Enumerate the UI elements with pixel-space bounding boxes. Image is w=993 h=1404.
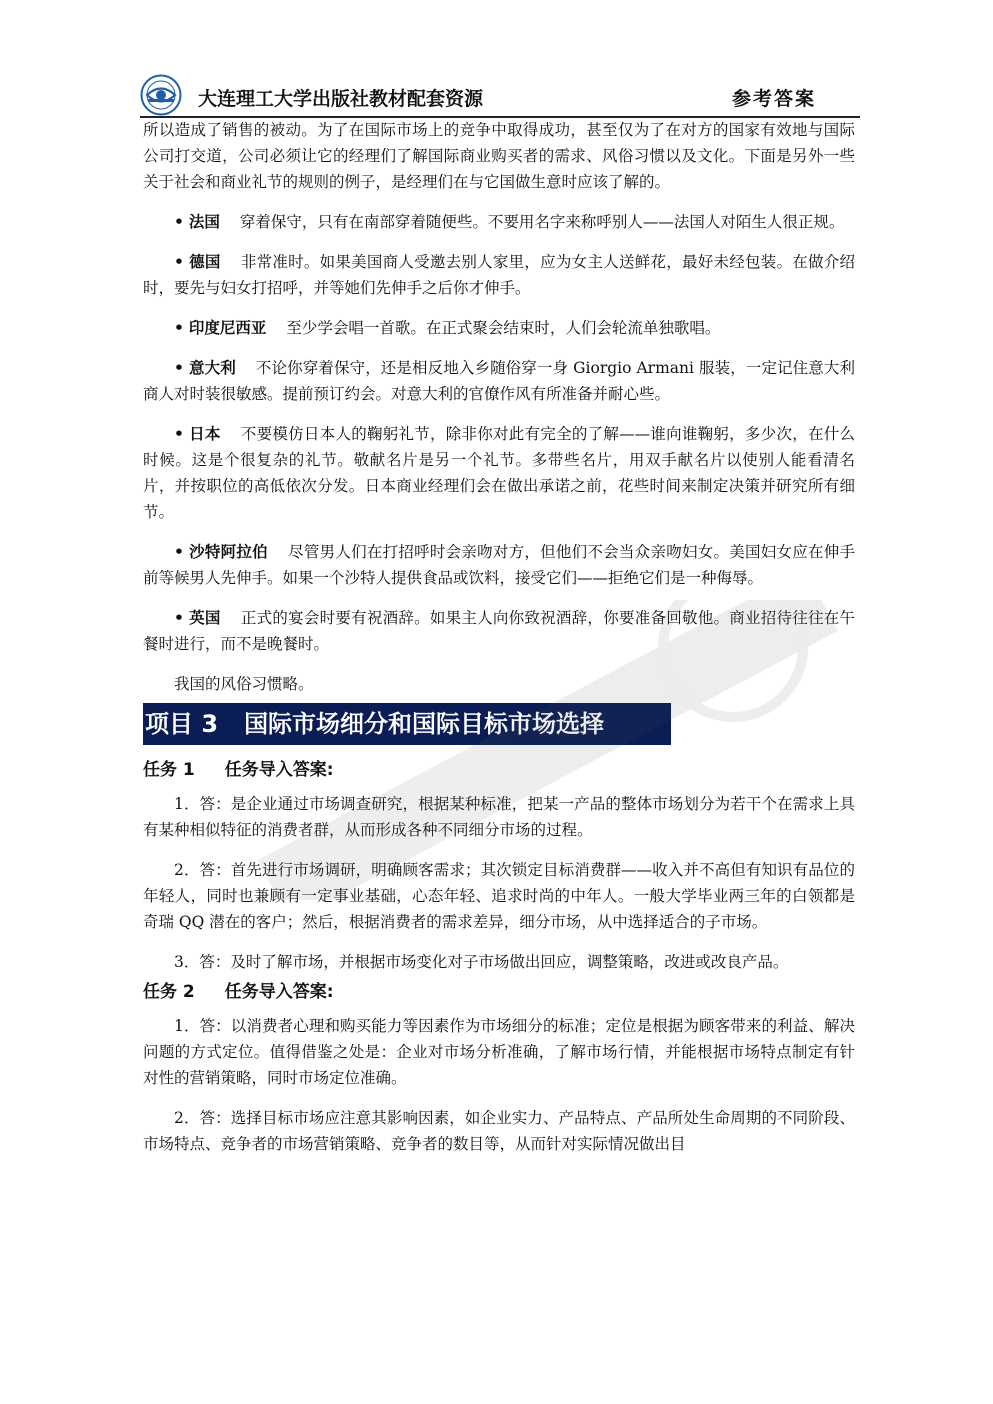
country-name: 沙特阿拉伯: [189, 543, 268, 561]
answer-paragraph: 3．答：及时了解市场，并根据市场变化对子市场做出回应，调整策略，改进或改良产品。: [174, 953, 789, 971]
country-bullet: •: [174, 213, 184, 231]
country-bullet: •: [174, 425, 184, 443]
country-item: [143, 605, 855, 657]
country-item: [143, 355, 855, 407]
country-name: 印度尼西亚: [188, 319, 267, 337]
university-seal-icon: [140, 74, 182, 116]
country-text: 不论你穿着保守，还是相反地入乡随俗穿一身 Giorgio Armani 服装，一定记住意大利商人对时装很敏感。提前预订约会。对意大利的官僚作风有所准备并耐心些。: [143, 359, 855, 403]
reference-answer-label: 参考答案: [731, 88, 816, 110]
country-name: 英国: [189, 609, 221, 627]
section-number: 项目 3: [145, 710, 219, 738]
country-text: 正式的宴会时要有祝酒辞。如果主人向你致祝酒辞，你要准备回敬他。商业招待往往在午餐时进行，而不是晚餐时。: [143, 609, 855, 653]
task-heading-text: 任务导入答案:: [224, 982, 334, 1002]
country-bullet: •: [174, 543, 184, 561]
section-banner: [143, 703, 671, 745]
country-item: [143, 209, 855, 235]
country-item: [143, 539, 855, 591]
country-text: 穿着保守，只有在南部穿着随便些。不要用名字来称呼别人——法国人对陌生人很正规。: [239, 213, 845, 231]
country-item: [143, 421, 855, 525]
country-name: 意大利: [188, 359, 236, 377]
country-name: 日本: [189, 425, 221, 443]
intro-paragraph: 所以造成了销售的被动。为了在国际市场上的竞争中取得成功，甚至仅为了在对方的国家有效地与国际公司打交道，公司必须让它的经理们了解国际商业购买者的需求、风俗习惯以及文化。下面是另外一些关于社会和商业礼节的规则的例子，是经理们在与它国做生意时应该了解的。: [143, 121, 855, 191]
task-label: 任务 2: [143, 982, 195, 1002]
country-name: 法国: [188, 213, 220, 231]
answer-paragraph: 2．答：首先进行市场调研，明确顾客需求；其次锁定目标消费群——收入并不高但有知识有品位的年轻人，同时也兼顾有一定事业基础，心态年轻、追求时尚的中年人。一般大学毕业两三年的白领都是奇瑞 QQ 潜在的客户；然后，根据消费者的需求差异，细分市场，从中选择适合的子市场。: [143, 861, 855, 931]
country-bullet: •: [174, 359, 184, 377]
task-heading: [143, 757, 855, 783]
section-title: 国际市场细分和国际目标市场选择: [244, 710, 605, 738]
country-bullet: •: [174, 609, 184, 627]
publisher-name: 大连理工大学出版社教材配套资源: [198, 88, 484, 110]
task-heading-text: 任务导入答案:: [224, 760, 334, 780]
answer-paragraph: 2．答：选择目标市场应注意其影响因素，如企业实力、产品特点、产品所处生命周期的不同阶段、市场特点、竞争者的市场营销策略、竞争者的数目等，从而针对实际情况做出目: [143, 1109, 855, 1153]
country-text: 不要模仿日本人的鞠躬礼节，除非你对此有完全的了解——谁向谁鞠躬，多少次，在什么时候。这是个很复杂的礼节。敬献名片是另一个礼节。多带些名片，用双手献名片以使别人能看清名片，并按职位的高低依次分发。日本商业经理们会在做出承诺之前，花些时间来制定决策并研究所有细节。: [143, 425, 855, 521]
document-body: [143, 117, 855, 1171]
country-bullet: •: [174, 253, 184, 271]
answer-paragraph: 1．答：以消费者心理和购买能力等因素作为市场细分的标准；定位是根据为顾客带来的利益、解决问题的方式定位。值得借鉴之处是：企业对市场分析准确，了解市场行情，并能根据市场特点制定有针对性的营销策略，同时市场定位准确。: [143, 1017, 855, 1087]
country-text: 至少学会唱一首歌。在正式聚会结束时，人们会轮流单独歌唱。: [286, 319, 721, 337]
closing-note: 我国的风俗习惯略。: [174, 675, 314, 693]
country-text: 尽管男人们在打招呼时会亲吻对方，但他们不会当众亲吻妇女。美国妇女应在伸手前等候男人先伸手。如果一个沙特人提供食品或饮料，接受它们——拒绝它们是一种侮辱。: [143, 543, 855, 587]
page-header: [140, 72, 860, 118]
task-heading: [143, 979, 855, 1005]
country-name: 德国: [189, 253, 221, 271]
task-label: 任务 1: [143, 760, 195, 780]
country-item: [143, 249, 855, 301]
country-item: [143, 315, 855, 341]
country-bullet: •: [174, 319, 184, 337]
answer-paragraph: 1．答：是企业通过市场调查研究，根据某种标准，把某一产品的整体市场划分为若干个在需求上具有某种相似特征的消费者群，从而形成各种不同细分市场的过程。: [143, 795, 855, 839]
country-text: 非常准时。如果美国商人受邀去别人家里，应为女主人送鲜花，最好未经包装。在做介绍时，要先与妇女打招呼，并等她们先伸手之后你才伸手。: [143, 253, 855, 297]
